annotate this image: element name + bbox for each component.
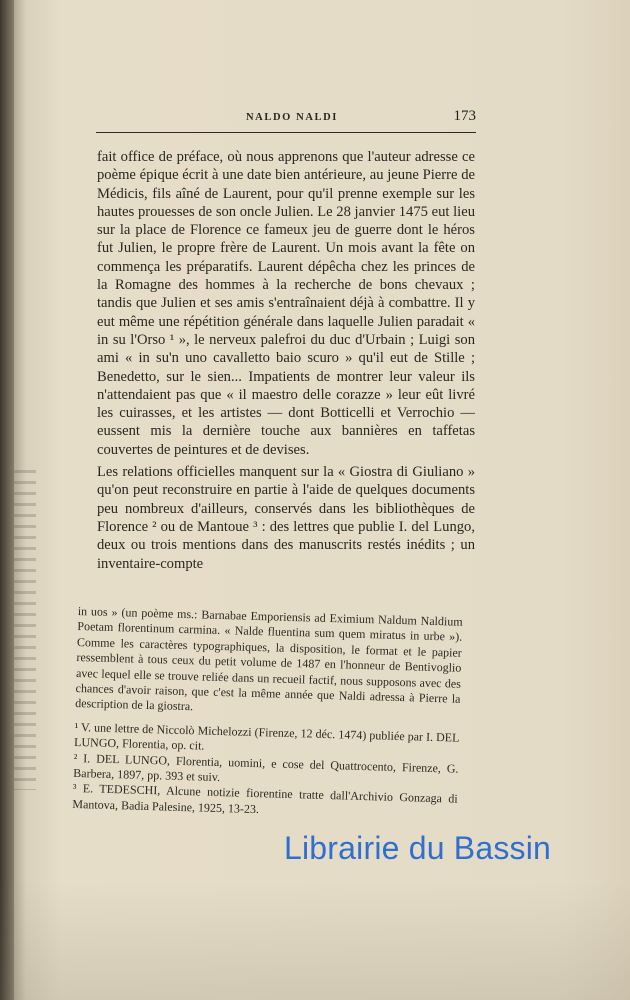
bookseller-watermark: Librairie du Bassin <box>284 830 552 866</box>
running-title: NALDO NALDI <box>246 112 338 123</box>
footnote-continuation: in uos » (un poème ms.: Barnabae Emporiensis ad Eximium Naldum Naldium Poetam florentinum carmina. « Nalde fluentina sum quem miratus in urbe »). Comme les caractères typographiques, la disposition, le format et le papier ressemblent à tous ceux du petit volume de 1487 en l'honneur de Bentivoglio avec lequel elle se trouve reliée dans un recueil factif, nous supposons avec des chances d'avoir raison, que c'est la même année que Naldi adressa à Pierre la description de la giostra. <box>75 604 463 714</box>
footnote-3: ³ E. TEDESCHI, Alcune notizie fiorentine tratte dall'Archivio Gonzaga di Mantova, Badia Palesine, 1925, 13-23. <box>72 781 458 817</box>
body-paragraph-2: Les relations officielles manquent sur la « Giostra di Giuliano » qu'on peut reconstruire en partie à l'aide de quelques documents peu nombreux d'ailleurs, conservés dans les bibliothèques de Florence ² ou de Mantoue ³ : des lettres que publie I. del Lungo, deux ou trois mentions dans des manuscrits restés inédits ; un inventaire-compte <box>97 464 475 572</box>
facing-page-edge <box>14 470 36 790</box>
page-number: 173 <box>453 108 476 124</box>
body-paragraph-1: fait office de préface, où nous apprenons que l'auteur adresse ce poème épique écrit à une date bien antérieure, au jeune Pierre de Médicis, fils aîné de Laurent, pour qu'il prenne exemple sur les hautes prouesses de son oncle Julien. Le 28 janvier 1475 eut lieu sur la place de Florence ce fameux jeu de guerre dont le héros fut Julien, le propre frère de Laurent. Un mois avant la fête on commença les préparatifs. Laurent dépêcha chez les princes de la Romagne des hommes à la recherche de bons chevaux ; tandis que Julien et ses amis s'entraînaient déjà à combattre. Il y eut même une répétition générale dans laquelle Julien paradait « in su l'Orso ¹ », le nerveux palefroi du duc d'Urbain ; Luigi son ami « in su'n uno cavalletto baio scuro » qu'il eut de Stille ; Benedetto, sur le sien... Impatients de montrer leur valeur ils n'attendaient pas que « il maestro delle corazze » leur eût livré les cuirasses, et les artistes — dont Botticelli et Verrochio — eussent mis la dernière touche aux bannières en taffetas couvertes de peintures et de devises. <box>97 149 475 458</box>
book-spine-shadow <box>0 0 14 1000</box>
footnote-1: ¹ V. une lettre de Niccolò Michelozzi (Firenze, 12 déc. 1474) publiée par I. DEL LUNGO, Florentia, op. cit. <box>73 719 460 753</box>
footnotes <box>72 604 463 823</box>
footnote-2: ² I. DEL LUNGO, Florentia, uomini, e cose del Quattrocento, Firenze, G. Barbera, 1897, pp. 393 et suiv. <box>73 750 459 785</box>
page-bottom-shading <box>0 880 630 1000</box>
main-text <box>97 148 475 573</box>
running-header <box>96 108 476 133</box>
